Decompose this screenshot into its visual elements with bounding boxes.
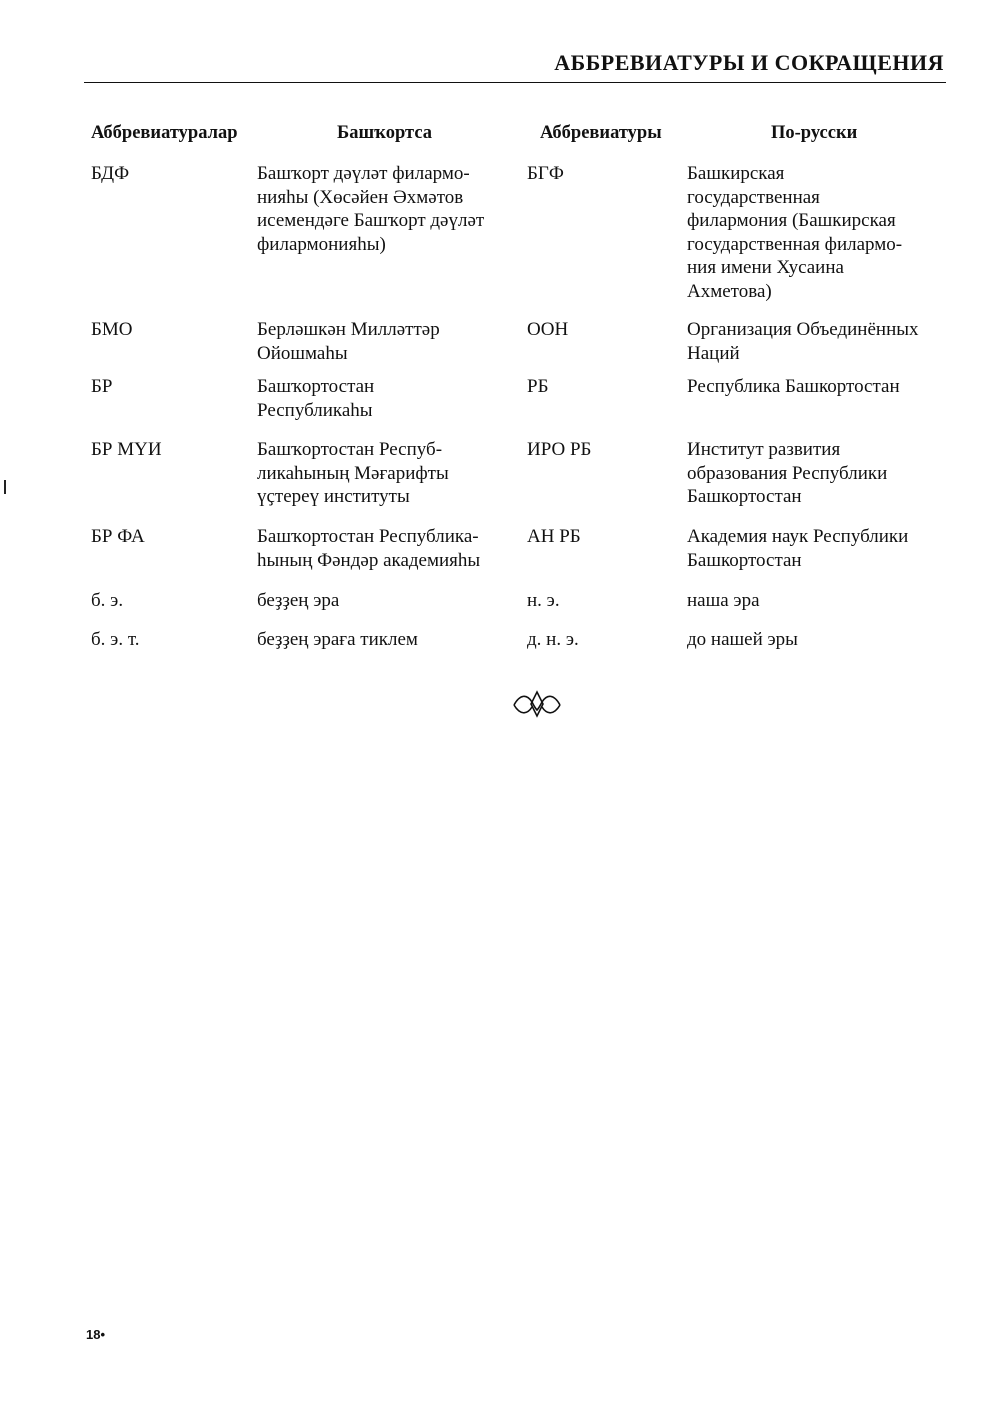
table-cell-abbr-bashkir: БР	[91, 376, 113, 397]
table-cell-abbr-bashkir: б. э.	[91, 590, 124, 611]
table-cell-abbr-bashkir: БМО	[91, 319, 133, 340]
table-cell-abbr-russian: РБ	[527, 376, 549, 397]
table-cell-bashkir: беҙҙең эра	[257, 590, 340, 611]
table-cell-abbr-russian: ООН	[527, 319, 569, 340]
page-header-title: АББРЕВИАТУРЫ И СОКРАЩЕНИЯ	[554, 50, 944, 75]
table-cell-russian: Организация Объединённых Наций	[687, 319, 919, 364]
table-cell-abbr-bashkir: БДФ	[91, 163, 130, 184]
table-cell-russian: Институт развития образования Республики Башкортостан	[687, 439, 888, 507]
table-cell-abbr-bashkir: б. э. т.	[91, 629, 140, 650]
margin-mark	[4, 480, 6, 494]
table-cell-abbr-russian: д. н. э.	[527, 629, 579, 650]
table-cell-bashkir: Башҡорт дәүләт филармо- нияһы (Хөсәйен Әхмәтов исемендәге Башҡорт дәүләт филармонияһы)	[257, 163, 485, 255]
table-cell-russian: Академия наук Республики Башкортостан	[687, 526, 909, 571]
table-cell-russian: Республика Башкортостан	[687, 376, 900, 397]
table-cell-abbr-russian: АН РБ	[527, 526, 581, 547]
table-cell-russian: наша эра	[687, 590, 760, 611]
table-cell-bashkir: Берләшкән Милләттәр Ойошмаһы	[257, 319, 440, 364]
column-header-bashkir: Башҡортса	[337, 123, 433, 143]
table-cell-abbr-russian: н. э.	[527, 590, 560, 611]
table-cell-abbr-russian: ИРО РБ	[527, 439, 592, 460]
table-cell-bashkir: беҙҙең эраға тиклем	[257, 629, 418, 650]
column-header-abbreviations-russian: Аббревиатуры	[540, 123, 662, 143]
table-cell-russian: Башкирская государственная филармония (Башкирская государственная филармо- ния имени Хусаина Ахметова)	[687, 163, 903, 302]
column-header-abbreviations-bashkir: Аббревиатуралар	[91, 123, 238, 143]
page-number: 18•	[86, 1327, 106, 1342]
table-cell-abbr-bashkir: БР ФА	[91, 526, 145, 547]
table-cell-russian: до нашей эры	[687, 629, 798, 650]
table-cell-bashkir: Башҡортостан Республика- һының Фәндәр академияһы	[257, 526, 481, 571]
column-header-russian: По-русски	[771, 123, 858, 143]
table-cell-abbr-russian: БГФ	[527, 163, 564, 184]
table-cell-bashkir: Башҡортостан Республикаһы	[257, 376, 375, 421]
table-cell-abbr-bashkir: БР МҮИ	[91, 439, 162, 460]
table-cell-bashkir: Башҡортостан Респуб- ликаһының Мәғарифты үҫтереү институты	[257, 439, 449, 507]
header-divider	[84, 82, 946, 83]
vine-ornament-icon	[512, 686, 562, 722]
